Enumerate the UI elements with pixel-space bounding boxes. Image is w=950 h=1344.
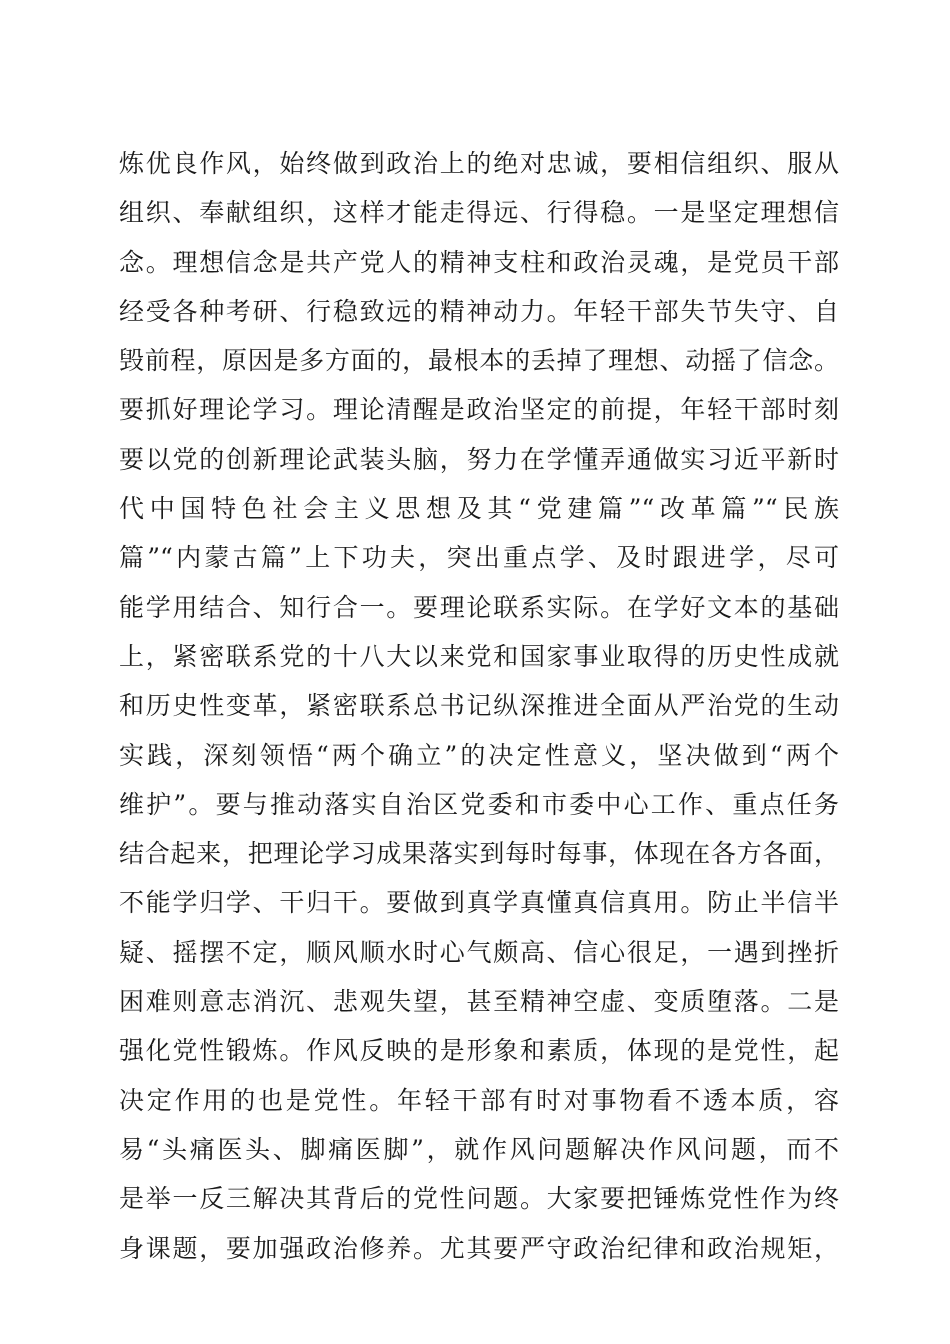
- text-line: 不能学归学、干归干。要做到真学真懂真信真用。防止半信半: [119, 888, 839, 918]
- text-line: 疑、摇摆不定，顺风顺水时心气颇高、信心很足，一遇到挫折: [119, 937, 839, 967]
- text-line: 维护”。要与推动落实自治区党委和市委中心工作、重点任务: [119, 789, 839, 819]
- text-line: 上，紧密联系党的十八大以来党和国家事业取得的历史性成就: [119, 641, 839, 671]
- text-line: 实践，深刻领悟“两个确立”的决定性意义，坚决做到“两个: [119, 740, 839, 770]
- text-line: 要以党的创新理论武装头脑，努力在学懂弄通做实习近平新时: [119, 444, 839, 474]
- text-line: 能学用结合、知行合一。要理论联系实际。在学好文本的基础: [119, 592, 839, 622]
- text-line: 组织、奉献组织，这样才能走得远、行得稳。一是坚定理想信: [119, 198, 839, 228]
- text-line: 和历史性变革，紧密联系总书记纵深推进全面从严治党的生动: [119, 691, 839, 721]
- text-line: 毁前程，原因是多方面的，最根本的丢掉了理想、动摇了信念。: [119, 346, 839, 376]
- text-line: 强化党性锻炼。作风反映的是形象和素质，体现的是党性，起: [119, 1036, 839, 1066]
- text-line: 易“头痛医头、脚痛医脚”，就作风问题解决作风问题，而不: [119, 1134, 839, 1164]
- text-line: 篇”“内蒙古篇”上下功夫，突出重点学、及时跟进学，尽可: [119, 543, 839, 573]
- text-line: 炼优良作风，始终做到政治上的绝对忠诚，要相信组织、服从: [119, 149, 839, 178]
- text-line: 是举一反三解决其背后的党性问题。大家要把锤炼党性作为终: [119, 1184, 839, 1214]
- text-line: 念。理想信念是共产党人的精神支柱和政治灵魂，是党员干部: [119, 247, 839, 277]
- text-line: 经受各种考研、行稳致远的精神动力。年轻干部失节失守、自: [119, 296, 839, 326]
- text-line: 决定作用的也是党性。年轻干部有时对事物看不透本质，容: [119, 1085, 839, 1115]
- text-line: 代中国特色社会主义思想及其“党建篇”“改革篇”“民族: [119, 494, 839, 524]
- text-line: 要抓好理论学习。理论清醒是政治坚定的前提，年轻干部时刻: [119, 395, 839, 425]
- text-line: 结合起来，把理论学习成果落实到每时每事，体现在各方各面，: [119, 839, 839, 869]
- text-line: 困难则意志消沉、悲观失望，甚至精神空虚、变质堕落。二是: [119, 987, 839, 1017]
- text-line: 身课题，要加强政治修养。尤其要严守政治纪律和政治规矩，: [119, 1233, 839, 1263]
- body-paragraph: [119, 139, 839, 1273]
